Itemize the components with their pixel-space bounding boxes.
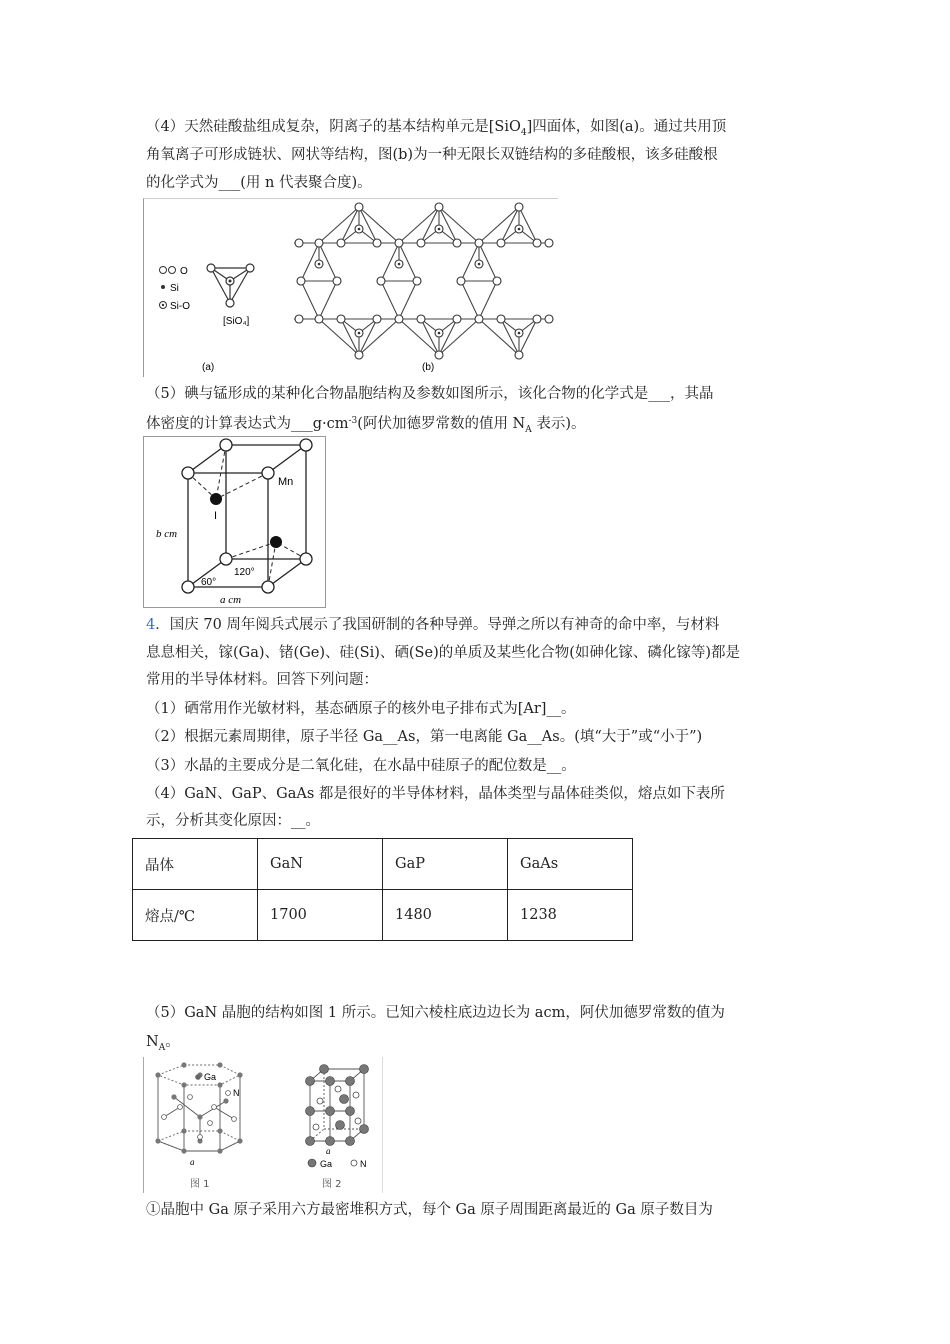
q4-line1: 4．国庆 70 周年阅兵式展示了我国研制的各种导弹。导弹之所以有神奇的命中率，与材料: [146, 617, 720, 633]
q4-part1: （1）硒常用作光敏材料，基态硒原子的核外电子排布式为[Ar]__。: [146, 701, 576, 717]
legend-sio-label: Si-O: [170, 301, 190, 312]
q4-part3: （3）水晶的主要成分是二氧化硅，在水晶中硅原子的配位数是__。: [146, 758, 576, 774]
q3-part4-line3: 的化学式为___(用 n 代表聚合度)。: [146, 175, 372, 191]
table-row: [133, 890, 633, 941]
q4-line2: 息息相关，镓(Ga)、锗(Ge)、硅(Si)、硒(Se)的单质及某些化合物(如砷化镓、磷化镓等)都是: [146, 645, 741, 661]
fig1-ga-label: Ga: [204, 1072, 217, 1082]
fig1-a-label: a: [190, 1157, 195, 1167]
sio4-label: [SiO₄]: [223, 316, 250, 327]
gan-figure: [143, 1057, 383, 1193]
q4-part5-line1: （5）GaN 晶胞的结构如图 1 所示。已知六棱柱底边边长为 acm，阿伏加德罗常数的值为: [146, 1005, 725, 1021]
q4-part4-line1: （4）GaN、GaP、GaAs 都是很好的半导体材料，晶体类型与晶体硅类似，熔点如下表所: [146, 786, 725, 802]
caption-fig2: 图 2: [322, 1179, 342, 1190]
caption-a: (a): [202, 362, 215, 373]
table-cell: 晶体: [133, 839, 258, 890]
q4-sub1-line1: ①晶胞中 Ga 原子采用六方最密堆积方式，每个 Ga 原子周围距离最近的 Ga 原子数目为: [146, 1202, 713, 1218]
table-cell: GaP: [383, 839, 508, 890]
fig1-n-label: N: [233, 1088, 240, 1098]
q3-part4-line2: 角氧离子可形成链状、网状等结构，图(b)为一种无限长双链结构的多硅酸根，该多硅酸根: [146, 147, 718, 163]
table-cell: 1238: [508, 890, 633, 941]
label-60-deg: 60°: [201, 577, 217, 588]
caption-b: (b): [422, 362, 435, 373]
q4-part4-line2: 示，分析其变化原因：__。: [146, 813, 320, 829]
legend-o-label: O: [180, 266, 188, 277]
label-120-deg: 120°: [234, 567, 255, 578]
caption-fig1: 图 1: [190, 1179, 210, 1190]
question-number: 4: [146, 617, 156, 633]
table-cell: GaN: [258, 839, 383, 890]
fig2-a-label: a: [326, 1146, 331, 1156]
silicate-figure: [143, 198, 558, 377]
q4-part5-line2: $N_A$。: [146, 1034, 180, 1053]
legend-si-label: Si: [170, 283, 179, 294]
fig2-legend-n: N: [360, 1159, 367, 1169]
label-i: I: [214, 510, 218, 522]
q3-part5-line2: 体密度的计算表达式为$\_\_\_g\cdot cm^{-3}$(阿伏加德罗常数的值用 $N_A$ 表示)。: [146, 416, 586, 435]
table-cell: 熔点/℃: [133, 890, 258, 941]
table-cell: 1480: [383, 890, 508, 941]
table-cell: 1700: [258, 890, 383, 941]
q4-part2: （2）根据元素周期律，原子半径 Ga__As，第一电离能 Ga__As。(填“大于”或“小于”): [146, 729, 703, 745]
melting-point-table: [132, 838, 633, 941]
table-cell: GaAs: [508, 839, 633, 890]
table-header-row: [133, 839, 633, 890]
q3-part5-line1: （5）碘与锰形成的某种化合物晶胞结构及参数如图所示，该化合物的化学式是___，其晶: [146, 386, 714, 402]
q3-part4-line1: （4）天然硅酸盐组成复杂，阴离子的基本结构单元是[SiO$_4$]四面体，如图(a)。通过共用顶: [146, 119, 727, 138]
label-mn: Mn: [278, 476, 294, 488]
mn-i-cell-figure: [143, 436, 326, 608]
fig2-legend-ga: Ga: [320, 1159, 333, 1169]
label-b-cm: b cm: [156, 528, 178, 540]
label-a-cm: a cm: [220, 594, 242, 606]
q4-line3: 常用的半导体材料。回答下列问题：: [146, 672, 378, 688]
